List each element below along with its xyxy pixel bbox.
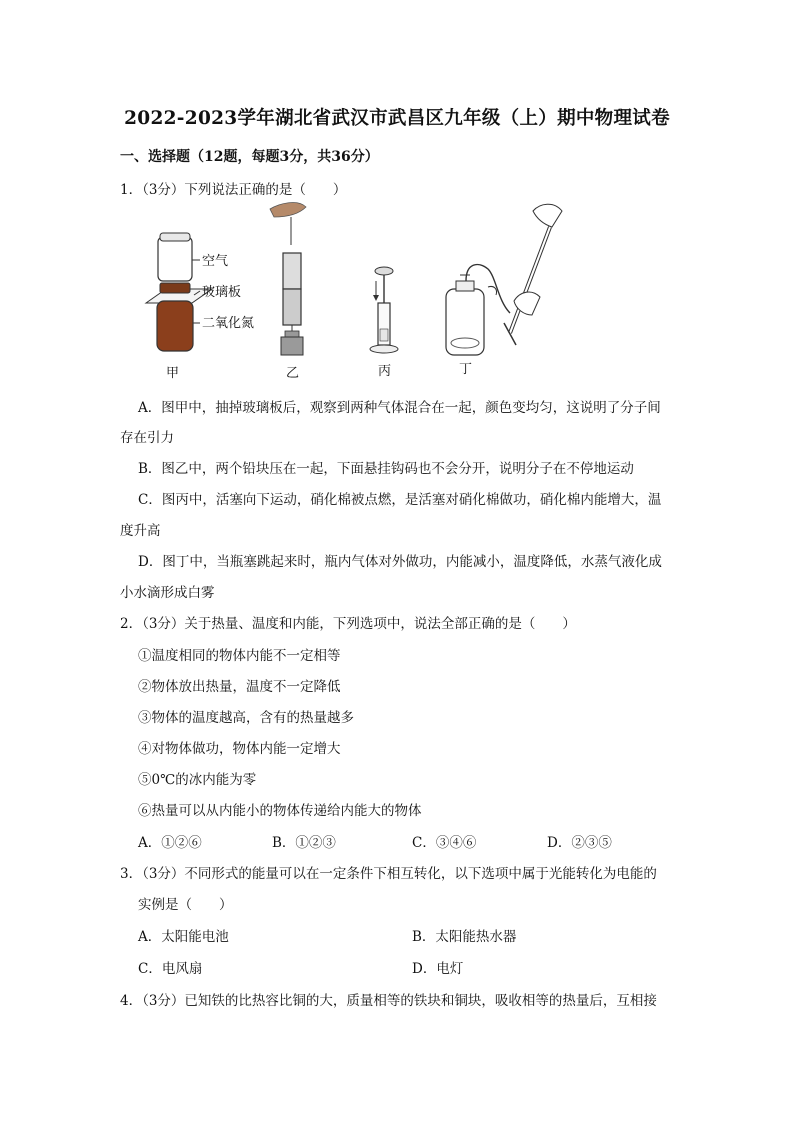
label-no2: 二氧化氮 — [202, 316, 255, 331]
caption-yi: 乙 — [286, 366, 300, 381]
bottle-pump-apparatus — [446, 204, 562, 355]
question-2-item: ④对物体做功，物体内能一定增大 — [138, 741, 341, 757]
question-2-stem: 2．（3分）关于热量、温度和内能，下列选项中，说法全部正确的是（ ） — [120, 616, 576, 632]
label-glass: 玻璃板 — [202, 285, 242, 300]
page-title: 2022-2023学年湖北省武汉市武昌区九年级（上）期中物理试卷 — [124, 108, 670, 129]
question-1-option-d: D．图丁中，当瓶塞跳起来时，瓶内气体对外做功，内能减小，温度降低，水蒸气液化成 — [138, 554, 662, 570]
question-2-item: ⑥热量可以从内能小的物体传递给内能大的物体 — [138, 803, 422, 819]
question-1-figure — [148, 205, 698, 385]
question-2-option-b: B．①②③ — [272, 835, 336, 851]
question-1-option-a: A．图甲中，抽掉玻璃板后，观察到两种气体混合在一起，颜色变均匀，这说明了分子间 — [138, 400, 661, 416]
question-1-option-c: C．图丙中，活塞向下运动，硝化棉被点燃，是活塞对硝化棉做功，硝化棉内能增大，温 — [138, 492, 662, 508]
question-2-option-d: D．②③⑤ — [547, 835, 612, 851]
question-2-option-a: A．①②⑥ — [138, 835, 202, 851]
question-1-option-b: B．图乙中，两个铅块压在一起，下面悬挂钩码也不会分开，说明分子在不停地运动 — [138, 461, 634, 477]
question-2-item: ②物体放出热量，温度不一定降低 — [138, 679, 341, 695]
question-3-stem-cont: 实例是（ ） — [138, 897, 233, 913]
question-3-option-d: D．电灯 — [412, 961, 464, 977]
question-3-option-a: A．太阳能电池 — [138, 929, 229, 945]
jar-air — [158, 233, 200, 281]
question-4-stem: 4．（3分）已知铁的比热容比铜的大，质量相等的铁块和铜块，吸收相等的热量后，互相接 — [120, 993, 657, 1009]
caption-bing: 丙 — [378, 364, 392, 379]
question-1-option-a-cont: 存在引力 — [120, 430, 174, 446]
question-3-option-c: C．电风扇 — [138, 961, 203, 977]
question-1-option-c-cont: 度升高 — [120, 523, 161, 539]
question-2-option-c: C．③④⑥ — [412, 835, 477, 851]
caption-jia: 甲 — [166, 366, 180, 381]
question-2-item: ①温度相同的物体内能不一定相等 — [138, 648, 341, 664]
caption-ding: 丁 — [459, 362, 473, 377]
question-3-stem: 3．（3分）不同形式的能量可以在一定条件下相互转化，以下选项中属于光能转化为电能的 — [120, 866, 657, 882]
question-2-item: ⑤0℃的冰内能为零 — [138, 772, 257, 788]
lead-blocks — [270, 203, 306, 355]
question-1-option-d-cont: 小水滴形成白雾 — [120, 585, 215, 601]
section-heading: 一、选择题（12题，每题3分，共36分） — [120, 149, 379, 165]
question-1-stem: 1．（3分）下列说法正确的是（ ） — [120, 182, 347, 198]
question-3-option-b: B．太阳能热水器 — [412, 929, 517, 945]
piston-apparatus — [370, 267, 398, 353]
label-air: 空气 — [202, 254, 229, 269]
question-2-item: ③物体的温度越高，含有的热量越多 — [138, 710, 354, 726]
